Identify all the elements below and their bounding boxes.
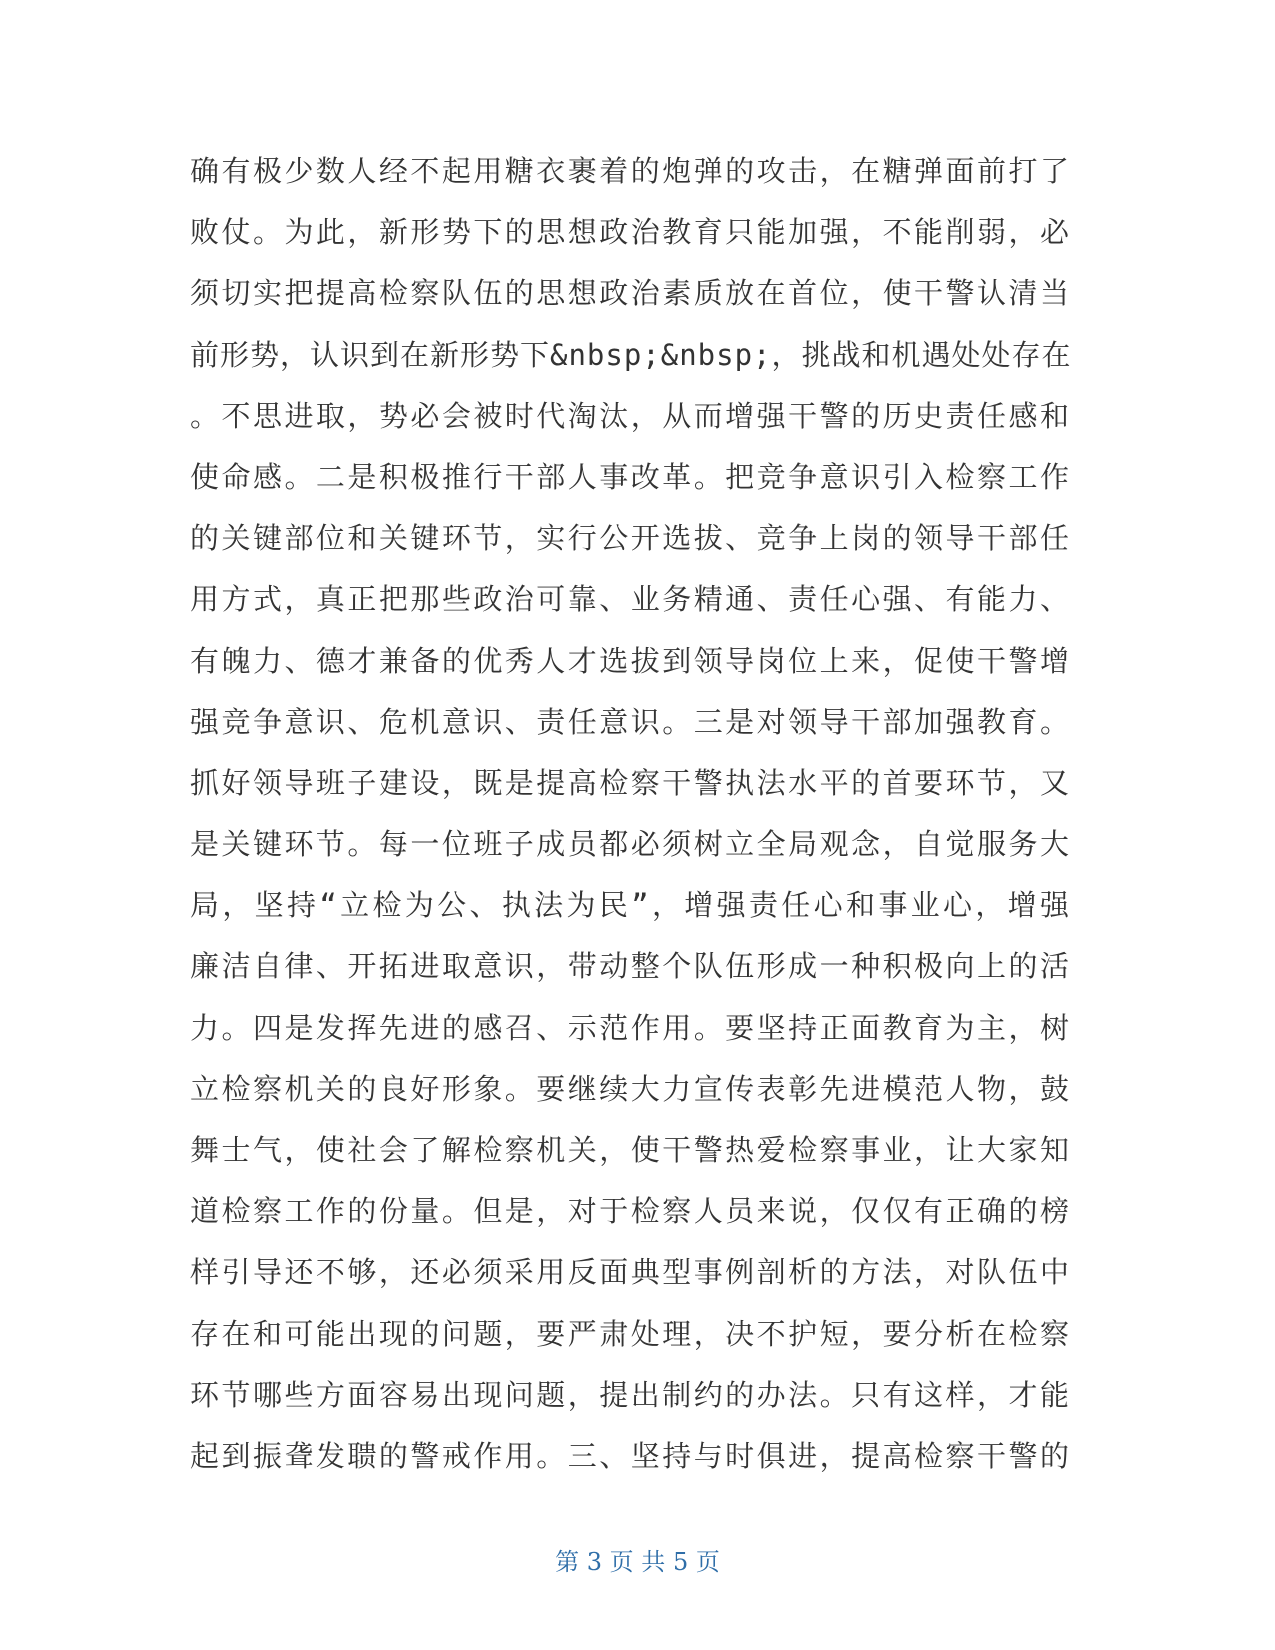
text-line: 立检察机关的良好形象。要继续大力宣传表彰先进模范人物，鼓	[190, 1071, 1070, 1106]
text-line: 道检察工作的份量。但是，对于检察人员来说，仅仅有正确的榜	[190, 1194, 1070, 1229]
text-line: 败仗。为此，新形势下的思想政治教育只能加强，不能削弱，必	[190, 215, 1070, 250]
text-line: 强竞争意识、危机意识、责任意识。三是对领导干部加强教育。	[190, 704, 1070, 739]
text-line: 廉洁自律、开拓进取意识，带动整个队伍形成一种积极向上的活	[190, 949, 1070, 984]
text-line: 局，坚持“立检为公、执法为民”，增强责任心和事业心，增强	[190, 888, 1070, 923]
text-line: 确有极少数人经不起用糖衣裹着的炮弹的攻击，在糖弹面前打了	[190, 154, 1070, 188]
text-line: 有魄力、德才兼备的优秀人才选拔到领导岗位上来，促使干警增	[190, 643, 1070, 678]
text-line: 须切实把提高检察队伍的思想政治素质放在首位，使干警认清当	[190, 276, 1070, 311]
body-text	[190, 146, 1070, 1492]
page-number-footer: 第 3 页 共 5 页	[555, 1548, 720, 1576]
text-line: 用方式，真正把那些政治可靠、业务精通、责任心强、有能力、	[190, 582, 1070, 617]
text-line: 环节哪些方面容易出现问题，提出制约的办法。只有这样，才能	[190, 1377, 1070, 1412]
text-line: 。不思进取，势必会被时代淘汰，从而增强干警的历史责任感和	[190, 398, 1070, 433]
text-line: 是关键环节。每一位班子成员都必须树立全局观念，自觉服务大	[190, 827, 1070, 862]
text-line: 舞士气，使社会了解检察机关，使干警热爱检察事业，让大家知	[190, 1133, 1070, 1167]
text-line: 力。四是发挥先进的感召、示范作用。要坚持正面教育为主，树	[190, 1010, 1070, 1045]
text-line: 使命感。二是积极推行干部人事改革。把竞争意识引入检察工作	[190, 459, 1070, 494]
text-line: 的关键部位和关键环节，实行公开选拔、竞争上岗的领导干部任	[190, 521, 1070, 556]
text-line: 样引导还不够，还必须采用反面典型事例剖析的方法，对队伍中	[190, 1255, 1070, 1290]
text-line: 存在和可能出现的问题，要严肃处理，决不护短，要分析在检察	[190, 1316, 1070, 1351]
text-line: 抓好领导班子建设，既是提高检察干警执法水平的首要环节，又	[190, 765, 1070, 800]
text-line: 起到振聋发聩的警戒作用。三、坚持与时俱进，提高检察干警的	[190, 1438, 1070, 1473]
text-line: 前形势，认识到在新形势下&nbsp;&nbsp;，挑战和机遇处处存在	[190, 337, 1072, 372]
